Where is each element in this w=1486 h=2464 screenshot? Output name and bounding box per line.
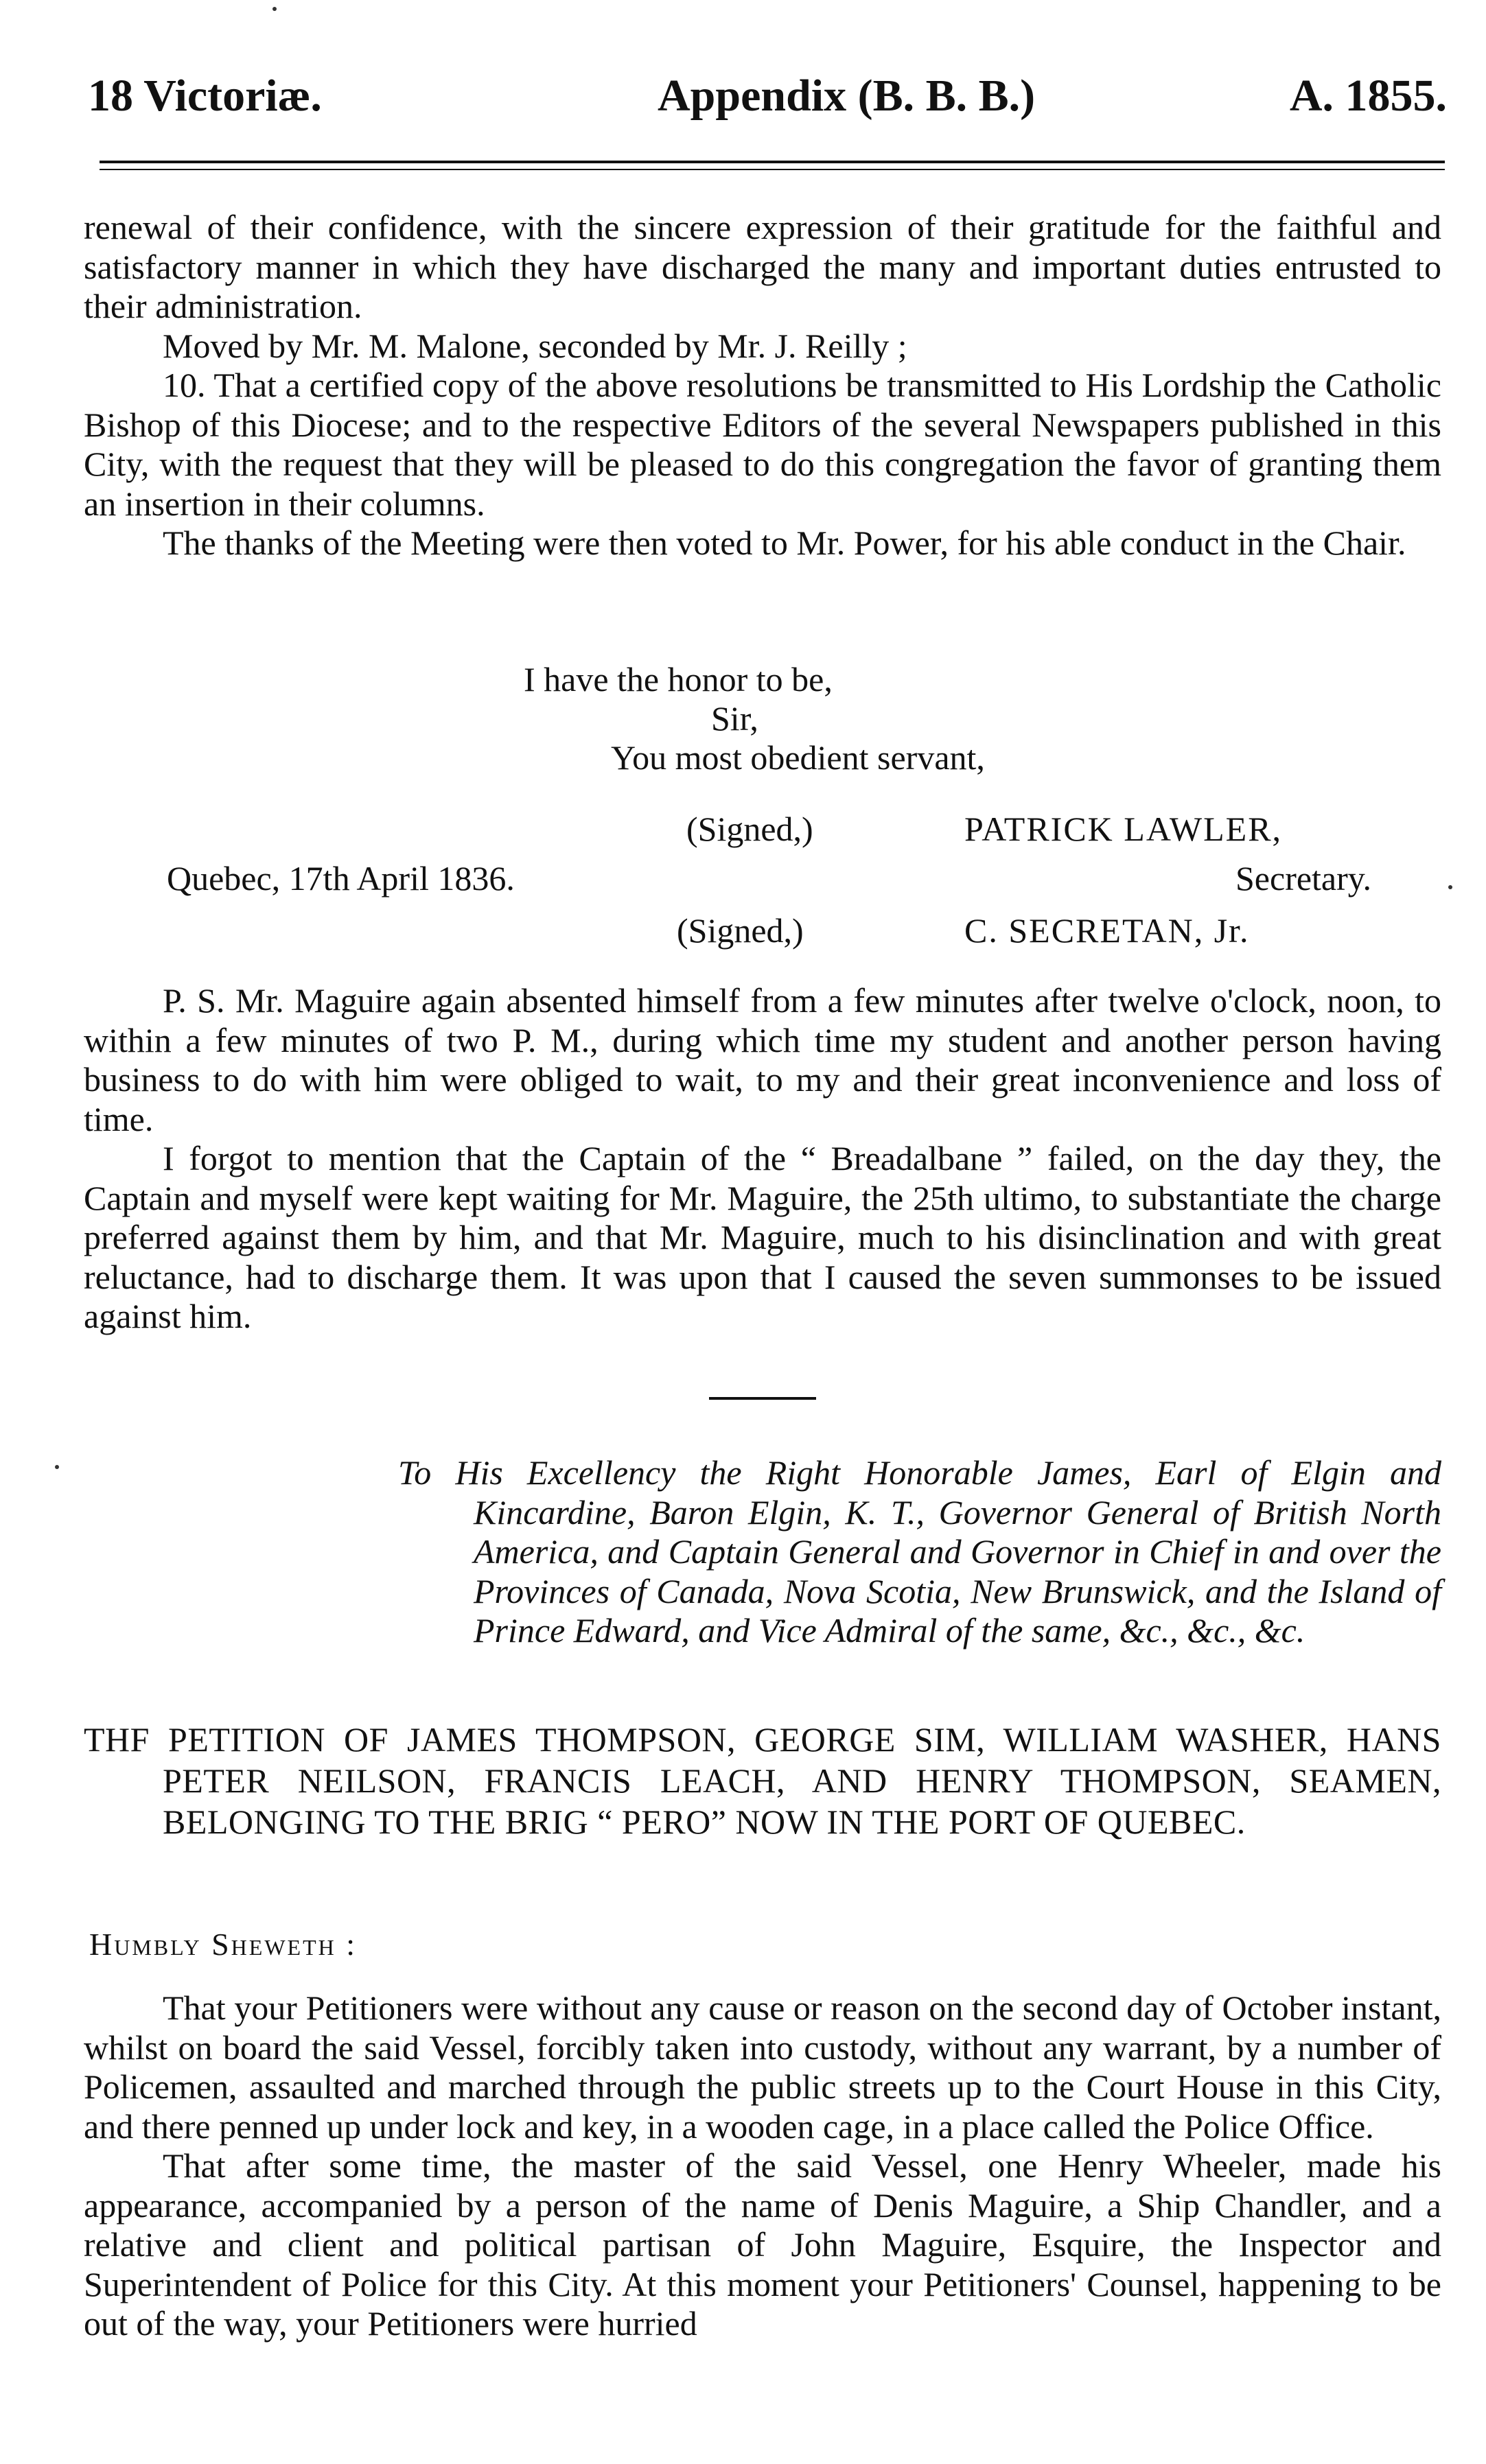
resolutions-section — [84, 208, 1441, 563]
paragraph: renewal of their confidence, with the sincere expression of their gratitude for the faithful and satisfactory manner in which they have discharged the many and important duties entrusted to their administration. — [84, 208, 1441, 325]
paragraph: 10. That a certified copy of the above resolutions be transmitted to His Lordship the Catholic Bishop of this Diocese; and to the respective Editors of the several Newspapers published in this City, with the request that they will be pleased to do this congregation the favor of granting them an insertion in their columns. — [84, 366, 1441, 523]
closing-line: You most obedient servant, — [611, 738, 985, 777]
closing-line: I have the honor to be, — [524, 660, 833, 699]
page-header — [88, 65, 1447, 127]
header-session: 18 Victoriæ. — [88, 71, 322, 121]
print-speck — [1448, 885, 1452, 889]
print-speck — [272, 7, 277, 11]
sheweth-heading: Humbly Sheweth : — [89, 1927, 358, 1962]
paragraph: That after some time, the master of the said Vessel, one Henry Wheeler, made his appearance, accompanied by a person of the name of Denis Maguire, a Ship Chandler, and a relative and client and political partisan of John Maguire, Esquire, the Inspector and Superintendent of Police for this City. At this moment your Petitioners' Counsel, happening to be out of the way, your Petitioners were hurried — [84, 2146, 1441, 2343]
header-year: A. 1855. — [1289, 71, 1447, 121]
signatory-name: C. SECRETAN, Jr. — [964, 911, 1250, 950]
signed-label: (Signed,) — [686, 810, 813, 848]
signed-label: (Signed,) — [677, 911, 804, 950]
petition-title: THF PETITION OF JAMES THOMPSON, GEORGE SIM, WILLIAM WASHER, HANS PETER NEILSON, FRANCIS LEACH, AND HENRY THOMPSON, SEAMEN, BELONGING TO THE BRIG “ PERO” NOW IN THE PORT OF QUEBEC. — [84, 1720, 1441, 1841]
paragraph: Moved by Mr. M. Malone, seconded by Mr. J. Reilly ; — [163, 326, 907, 365]
petition-body — [84, 1988, 1441, 2344]
header-rule-thick — [100, 161, 1445, 163]
place-date: Quebec, 17th April 1836. — [167, 859, 515, 897]
closing-line: Sir, — [711, 699, 758, 738]
signatory-title: Secretary. — [1235, 859, 1372, 897]
paragraph: I forgot to mention that the Captain of the “ Breadalbane ” failed, on the day they, the Captain and myself were kept waiting for Mr. Maguire, the 25th ultimo, to substantiate the charge preferred against them by him, and that Mr. Maguire, much to his disinclination and with great reluctance, had to discharge them. It was upon that I caused the seven summonses to be issued against him. — [84, 1139, 1441, 1335]
section-divider — [709, 1397, 816, 1400]
signatory-name: PATRICK LAWLER, — [964, 810, 1283, 848]
petition-address: To His Excellency the Right Honorable James, Earl of Elgin and Kincardine, Baron Elgin, K. T., Governor General of British North America, and Captain General and Governor in Chief in and over the Provinces of Canada, Nova Scotia, New Brunswick, and the Island of Prince Edward, and Vice Admiral of the same, &c., &c., &c. — [398, 1453, 1441, 1650]
header-appendix: Appendix (B. B. B.) — [658, 71, 1036, 121]
postscript-section — [84, 981, 1441, 1337]
header-rule-thin — [100, 169, 1445, 170]
paragraph: The thanks of the Meeting were then voted to Mr. Power, for his able conduct in the Chair. — [163, 524, 1406, 562]
paragraph: That your Petitioners were without any cause or reason on the second day of October instant, whilst on board the said Vessel, forcibly taken into custody, without any warrant, by a number of Policemen, assaulted and marched through the public streets up to the Court House in this City, and there penned up under lock and key, in a wooden cage, in a place called the Police Office. — [84, 1988, 1441, 2146]
paragraph: P. S. Mr. Maguire again absented himself from a few minutes after twelve o'clock, noon, to within a few minutes of two P. M., during which time my student and another person having business to do with him were obliged to wait, to my and their great inconvenience and loss of time. — [84, 981, 1441, 1138]
print-speck — [55, 1465, 59, 1469]
